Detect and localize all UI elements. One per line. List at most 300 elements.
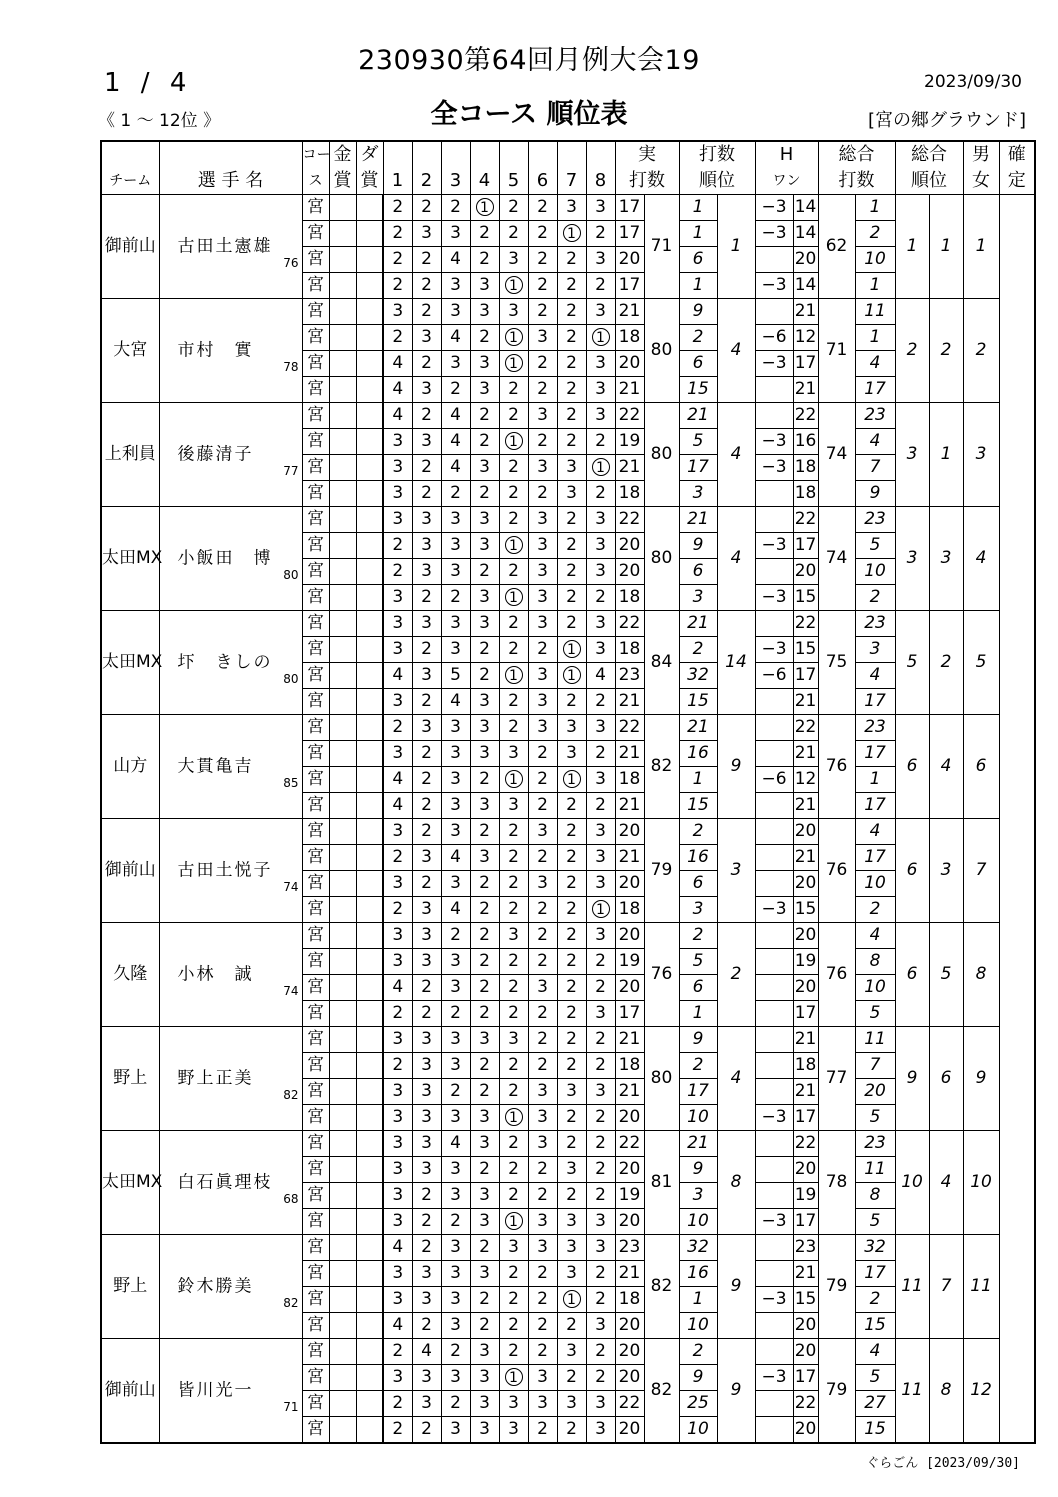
hole-score: 2 xyxy=(528,429,557,455)
hole-score: 3 xyxy=(499,1391,528,1417)
player-name: 古田土憲雄 xyxy=(177,236,273,256)
gold-award-cell xyxy=(329,195,356,221)
hole-score: 2 xyxy=(528,845,557,871)
net-score: 21 xyxy=(793,1079,818,1105)
da-award-cell xyxy=(356,481,383,507)
gold-award-cell xyxy=(329,559,356,585)
hole-in-one-bonus xyxy=(755,793,793,819)
hole-score: 2 xyxy=(528,1027,557,1053)
hole-in-one-mark: 1 xyxy=(505,328,523,346)
hole-score: 3 xyxy=(412,715,441,741)
course-cell: 宮 xyxy=(302,689,329,715)
hole-score: 3 xyxy=(586,507,615,533)
hole-score: 2 xyxy=(383,533,412,559)
hole-score: 2 xyxy=(383,273,412,299)
hole-score: 2 xyxy=(412,793,441,819)
net-score: 17 xyxy=(793,351,818,377)
hole-in-one-bonus xyxy=(755,871,793,897)
hole-score: 2 xyxy=(470,325,499,351)
hole-score: 3 xyxy=(441,559,470,585)
course-cell: 宮 xyxy=(302,1417,329,1444)
hole-score: 3 xyxy=(470,1183,499,1209)
total-rank: 1 xyxy=(895,195,929,299)
gold-award-cell xyxy=(329,871,356,897)
col-actual: 実 xyxy=(615,141,679,168)
course-cell: 宮 xyxy=(302,637,329,663)
gold-award-cell xyxy=(329,715,356,741)
hole-score: 2 xyxy=(499,1131,528,1157)
stroke-rank: 4 xyxy=(717,507,755,611)
da-award-cell xyxy=(356,949,383,975)
hole-score: 3 xyxy=(470,741,499,767)
hole-score: 3 xyxy=(412,1131,441,1157)
hole-score: 2 xyxy=(557,897,586,923)
hole-score: 3 xyxy=(441,1365,470,1391)
hole-score: 3 xyxy=(586,1235,615,1261)
hole-score: 3 xyxy=(586,923,615,949)
team-cell: 太田MX xyxy=(101,507,159,611)
da-award-cell xyxy=(356,793,383,819)
final-rank: 2 xyxy=(963,299,999,403)
course-cell: 宮 xyxy=(302,1105,329,1131)
table-row xyxy=(101,611,1035,637)
hole-score: 2 xyxy=(412,455,441,481)
hole-score: 3 xyxy=(441,1417,470,1444)
hole-score: 2 xyxy=(557,247,586,273)
hole-score: 2 xyxy=(441,1001,470,1027)
net-score: 22 xyxy=(793,507,818,533)
hole-score: 2 xyxy=(383,325,412,351)
net-score: 19 xyxy=(793,949,818,975)
da-award-cell xyxy=(356,663,383,689)
hole-score: 3 xyxy=(557,741,586,767)
results-table xyxy=(100,140,1036,1444)
actual-strokes: 80 xyxy=(644,507,679,611)
hole-score: 2 xyxy=(412,351,441,377)
actual-strokes: 82 xyxy=(644,1235,679,1339)
hole-score: 2 xyxy=(528,1313,557,1339)
hole-score: 3 xyxy=(557,1391,586,1417)
hole-score: 3 xyxy=(499,1235,528,1261)
hole-score: 3 xyxy=(470,1105,499,1131)
col-final-label: 定 xyxy=(999,168,1035,195)
player-name: 野上正美 xyxy=(177,1068,254,1088)
hole-score: 3 xyxy=(499,1027,528,1053)
hole-score: 3 xyxy=(412,1287,441,1313)
hole-score: 3 xyxy=(412,1261,441,1287)
hole-score: 2 xyxy=(528,351,557,377)
hole-score: 2 xyxy=(441,481,470,507)
hole-in-one-mark: 1 xyxy=(505,1368,523,1386)
hole-score: 3 xyxy=(586,637,615,663)
round-rank: 5 xyxy=(679,429,717,455)
hole-score: 3 xyxy=(557,481,586,507)
final-rank: 10 xyxy=(963,1131,999,1235)
round-rank: 1 xyxy=(679,273,717,299)
round-sum: 20 xyxy=(615,533,644,559)
round-sum: 21 xyxy=(615,741,644,767)
net-rank: 5 xyxy=(855,1209,895,1235)
hole-score: 3 xyxy=(441,1027,470,1053)
hole-score: 3 xyxy=(441,767,470,793)
hole-score: 3 xyxy=(470,507,499,533)
stroke-rank: 4 xyxy=(717,299,755,403)
hole-score: 2 xyxy=(528,923,557,949)
round-rank: 16 xyxy=(679,1261,717,1287)
net-rank: 11 xyxy=(855,1027,895,1053)
hole-in-one-mark: 1 xyxy=(563,640,581,658)
course-cell: 宮 xyxy=(302,897,329,923)
round-rank: 21 xyxy=(679,611,717,637)
actual-strokes: 84 xyxy=(644,611,679,715)
round-rank: 15 xyxy=(679,793,717,819)
hole-in-one-mark: 1 xyxy=(563,770,581,788)
hole-in-one-bonus: −3 xyxy=(755,585,793,611)
hole-score: 2 xyxy=(412,689,441,715)
actual-strokes: 80 xyxy=(644,299,679,403)
player-age: 71 xyxy=(283,1400,299,1414)
total-rank: 3 xyxy=(895,403,929,507)
hole-score: 2 xyxy=(441,923,470,949)
stroke-rank: 9 xyxy=(717,1235,755,1339)
hole-score: 2 xyxy=(470,221,499,247)
hole-score: 3 xyxy=(412,1053,441,1079)
hole-score: 3 xyxy=(586,871,615,897)
net-rank: 15 xyxy=(855,1313,895,1339)
net-rank: 10 xyxy=(855,247,895,273)
hole-score: 3 xyxy=(441,1157,470,1183)
hole-score: 2 xyxy=(383,1417,412,1444)
course-cell: 宮 xyxy=(302,585,329,611)
table-row xyxy=(101,1235,1035,1261)
final-rank: 11 xyxy=(963,1235,999,1339)
round-rank: 9 xyxy=(679,299,717,325)
hole-in-one-mark: 1 xyxy=(505,770,523,788)
hole-score: 3 xyxy=(470,533,499,559)
hole-score: 2 xyxy=(470,923,499,949)
hole-score: 2 xyxy=(557,1001,586,1027)
gold-award-cell xyxy=(329,611,356,637)
stroke-rank: 2 xyxy=(717,923,755,1027)
hole-score: 3 xyxy=(557,195,586,221)
da-award-cell xyxy=(356,1339,383,1365)
actual-strokes: 82 xyxy=(644,715,679,819)
hole-score: 3 xyxy=(412,377,441,403)
player-name-cell xyxy=(159,611,302,715)
hole-score: 2 xyxy=(383,221,412,247)
hole-score: 3 xyxy=(383,949,412,975)
gender-rank: 8 xyxy=(929,1339,963,1444)
player-age: 78 xyxy=(283,360,299,374)
round-rank: 1 xyxy=(679,195,717,221)
hole-score: 2 xyxy=(441,1079,470,1105)
hole-score: 2 xyxy=(528,1287,557,1313)
hole-score: 4 xyxy=(383,793,412,819)
net-score: 20 xyxy=(793,975,818,1001)
hole-score: 3 xyxy=(557,1157,586,1183)
hole-score: 2 xyxy=(383,1339,412,1365)
table-row xyxy=(101,1339,1035,1365)
net-rank: 23 xyxy=(855,611,895,637)
player-age: 82 xyxy=(283,1296,299,1310)
total-rank: 11 xyxy=(895,1235,929,1339)
net-score: 14 xyxy=(793,273,818,299)
hole-score: 2 xyxy=(470,819,499,845)
net-rank: 1 xyxy=(855,273,895,299)
player-name: 小飯田 博 xyxy=(177,548,273,568)
total-rank: 10 xyxy=(895,1131,929,1235)
hole-in-one-bonus xyxy=(755,1001,793,1027)
round-rank: 21 xyxy=(679,403,717,429)
net-rank: 4 xyxy=(855,819,895,845)
hole-score: 3 xyxy=(586,1391,615,1417)
da-award-cell xyxy=(356,767,383,793)
hole-score: 2 xyxy=(586,585,615,611)
round-rank: 9 xyxy=(679,1157,717,1183)
hole-score: 3 xyxy=(470,455,499,481)
final-rank: 5 xyxy=(963,611,999,715)
col-hole-2: 2 xyxy=(412,168,441,195)
gold-award-cell xyxy=(329,767,356,793)
hole-in-one-mark: 1 xyxy=(505,1108,523,1126)
final-rank: 1 xyxy=(963,195,999,299)
total-rank: 6 xyxy=(895,715,929,819)
course-cell: 宮 xyxy=(302,741,329,767)
hole-score: 2 xyxy=(557,585,586,611)
hole-score: 2 xyxy=(441,377,470,403)
gender-rank: 5 xyxy=(929,923,963,1027)
hole-score: 3 xyxy=(528,1105,557,1131)
round-sum: 20 xyxy=(615,1105,644,1131)
net-rank: 11 xyxy=(855,1157,895,1183)
hole-score: 2 xyxy=(412,299,441,325)
hole-score: 3 xyxy=(557,1079,586,1105)
hole-score: 4 xyxy=(441,325,470,351)
total-strokes: 75 xyxy=(818,611,855,715)
hole-score: 2 xyxy=(412,273,441,299)
hole-score: 4 xyxy=(441,403,470,429)
hole-score: 3 xyxy=(441,351,470,377)
total-strokes: 62 xyxy=(818,195,855,299)
course-cell: 宮 xyxy=(302,559,329,585)
net-rank: 23 xyxy=(855,715,895,741)
player-name: 大貫亀吉 xyxy=(177,756,254,776)
round-sum: 21 xyxy=(615,845,644,871)
total-strokes: 77 xyxy=(818,1027,855,1131)
round-sum: 18 xyxy=(615,637,644,663)
round-rank: 9 xyxy=(679,533,717,559)
course-cell: 宮 xyxy=(302,715,329,741)
da-award-cell xyxy=(356,1417,383,1444)
total-rank: 6 xyxy=(895,819,929,923)
gender-rank: 3 xyxy=(929,819,963,923)
stroke-rank: 4 xyxy=(717,1027,755,1131)
course-cell: 宮 xyxy=(302,871,329,897)
round-rank: 15 xyxy=(679,689,717,715)
hole-score: 4 xyxy=(383,663,412,689)
hole-score: 3 xyxy=(528,819,557,845)
round-sum: 23 xyxy=(615,663,644,689)
net-rank: 23 xyxy=(855,403,895,429)
da-award-cell xyxy=(356,195,383,221)
hole-score xyxy=(499,273,528,299)
gold-award-cell xyxy=(329,949,356,975)
hole-score: 4 xyxy=(441,429,470,455)
player-name-cell xyxy=(159,1339,302,1444)
col-da-label: 賞 xyxy=(356,168,383,195)
gender-rank: 7 xyxy=(929,1235,963,1339)
round-rank: 6 xyxy=(679,351,717,377)
col-gender-label: 女 xyxy=(963,168,999,195)
da-award-cell xyxy=(356,1261,383,1287)
hole-score: 2 xyxy=(499,1079,528,1105)
table-subtitle: 全コース 順位表 xyxy=(430,99,628,130)
hole-score: 2 xyxy=(412,195,441,221)
hole-score: 3 xyxy=(412,923,441,949)
round-sum: 20 xyxy=(615,923,644,949)
col-hole-in-one: H xyxy=(755,141,818,168)
hole-score: 2 xyxy=(499,1157,528,1183)
hole-score: 2 xyxy=(586,949,615,975)
hole-score: 3 xyxy=(586,845,615,871)
gold-award-cell xyxy=(329,845,356,871)
da-award-cell xyxy=(356,1027,383,1053)
hole-score: 3 xyxy=(383,429,412,455)
hole-score: 2 xyxy=(586,1053,615,1079)
hole-in-one-bonus xyxy=(755,1313,793,1339)
hole-score: 3 xyxy=(383,481,412,507)
net-rank: 4 xyxy=(855,663,895,689)
hole-score: 2 xyxy=(441,1339,470,1365)
player-name: 後藤清子 xyxy=(177,444,254,464)
da-award-cell xyxy=(356,845,383,871)
net-rank: 23 xyxy=(855,507,895,533)
net-score: 17 xyxy=(793,1209,818,1235)
player-name-cell xyxy=(159,507,302,611)
team-cell: 上利員 xyxy=(101,403,159,507)
da-award-cell xyxy=(356,273,383,299)
hole-score: 2 xyxy=(557,819,586,845)
stroke-rank: 8 xyxy=(717,1131,755,1235)
da-award-cell xyxy=(356,559,383,585)
hole-score: 3 xyxy=(441,1261,470,1287)
hole-in-one-bonus: −6 xyxy=(755,767,793,793)
round-rank: 2 xyxy=(679,1339,717,1365)
col-gender: 男 xyxy=(963,141,999,168)
col-gold-label: 賞 xyxy=(329,168,356,195)
round-sum: 20 xyxy=(615,975,644,1001)
round-rank: 17 xyxy=(679,1079,717,1105)
net-score: 22 xyxy=(793,1391,818,1417)
round-sum: 18 xyxy=(615,585,644,611)
hole-score: 2 xyxy=(470,1313,499,1339)
hole-score: 3 xyxy=(586,351,615,377)
hole-in-one-mark: 1 xyxy=(505,666,523,684)
hole-score: 2 xyxy=(412,403,441,429)
hole-score: 2 xyxy=(586,429,615,455)
net-score: 21 xyxy=(793,1261,818,1287)
hole-in-one-mark: 1 xyxy=(592,900,610,918)
hole-score: 3 xyxy=(557,1261,586,1287)
hole-score: 2 xyxy=(470,1157,499,1183)
net-rank: 5 xyxy=(855,1105,895,1131)
hole-score: 2 xyxy=(499,1261,528,1287)
net-score: 18 xyxy=(793,481,818,507)
hole-score: 3 xyxy=(586,1209,615,1235)
hole-score: 3 xyxy=(383,455,412,481)
gold-award-cell xyxy=(329,793,356,819)
hole-in-one-bonus: −3 xyxy=(755,637,793,663)
hole-score: 3 xyxy=(412,1157,441,1183)
hole-score xyxy=(499,533,528,559)
hole-score: 3 xyxy=(383,1027,412,1053)
hole-score: 3 xyxy=(441,975,470,1001)
total-strokes: 78 xyxy=(818,1131,855,1235)
hole-in-one-bonus: −3 xyxy=(755,533,793,559)
da-award-cell xyxy=(356,533,383,559)
da-award-cell xyxy=(356,299,383,325)
team-cell: 太田MX xyxy=(101,611,159,715)
round-sum: 21 xyxy=(615,299,644,325)
hole-score: 2 xyxy=(499,871,528,897)
net-rank: 17 xyxy=(855,793,895,819)
da-award-cell xyxy=(356,455,383,481)
hole-score: 3 xyxy=(383,299,412,325)
round-rank: 1 xyxy=(679,1287,717,1313)
hole-score: 3 xyxy=(586,819,615,845)
hole-in-one-mark: 1 xyxy=(563,1290,581,1308)
hole-score: 2 xyxy=(528,1339,557,1365)
net-score: 15 xyxy=(793,897,818,923)
round-rank: 3 xyxy=(679,1183,717,1209)
final-rank: 9 xyxy=(963,1027,999,1131)
hole-score: 4 xyxy=(441,897,470,923)
round-rank: 3 xyxy=(679,481,717,507)
net-rank: 4 xyxy=(855,923,895,949)
gold-award-cell xyxy=(329,1131,356,1157)
hole-score: 2 xyxy=(557,299,586,325)
hole-score: 2 xyxy=(499,1001,528,1027)
round-sum: 22 xyxy=(615,611,644,637)
table-row xyxy=(101,299,1035,325)
round-sum: 22 xyxy=(615,715,644,741)
round-rank: 21 xyxy=(679,1131,717,1157)
course-cell: 宮 xyxy=(302,195,329,221)
hole-in-one-mark: 1 xyxy=(505,588,523,606)
hole-score: 2 xyxy=(528,1001,557,1027)
team-cell: 野上 xyxy=(101,1027,159,1131)
net-rank: 4 xyxy=(855,351,895,377)
hole-score: 2 xyxy=(383,1053,412,1079)
hole-score: 2 xyxy=(412,637,441,663)
net-rank: 5 xyxy=(855,533,895,559)
hole-score: 2 xyxy=(412,1183,441,1209)
hole-score: 3 xyxy=(528,533,557,559)
hole-in-one-bonus xyxy=(755,299,793,325)
total-strokes: 71 xyxy=(818,299,855,403)
col-name-label: 選 手 名 xyxy=(159,168,302,195)
table-row xyxy=(101,1131,1035,1157)
hole-score: 2 xyxy=(499,1313,528,1339)
hole-score: 3 xyxy=(528,1079,557,1105)
footer-credit: ぐらごん [2023/09/30] xyxy=(866,1456,1020,1471)
gold-award-cell xyxy=(329,1235,356,1261)
net-score: 20 xyxy=(793,559,818,585)
hole-score: 2 xyxy=(586,273,615,299)
hole-score: 3 xyxy=(412,845,441,871)
hole-score: 3 xyxy=(412,1027,441,1053)
hole-score: 2 xyxy=(586,1183,615,1209)
